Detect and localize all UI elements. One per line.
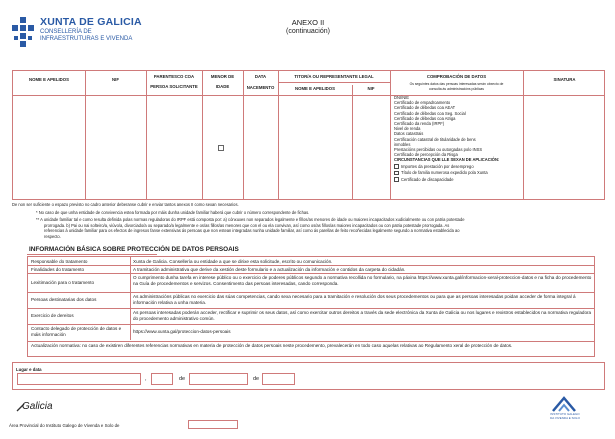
header-birth-1: DATA [254, 74, 267, 79]
header-name: NOME E APELIDOS [29, 77, 69, 82]
data-check-item: DNI/NIE [394, 95, 410, 100]
data-protection-title: INFORMACIÓN BÁSICA SOBRE PROTECCIÓN DE DATOS PERSOAIS [29, 246, 239, 253]
header-birth-2: NACEMENTO [246, 85, 275, 90]
date-de-2: de [253, 376, 260, 382]
info-regulatory-update: Actualización normativa: no caso de existiren diferentes referencias normativas en materia de protección de datos persoais neste procedemento, prevalecerán en todo caso aquelas relativas ao Regulamento xeral de protección de datos. [31, 343, 513, 348]
data-check-item: Certificado de débedas coa Atriga [394, 115, 456, 121]
family-unit-note-line-4: respecto. [44, 233, 61, 239]
info-value-rights: As persoas interesadas poderán acceder, rectificar e suprimir os seus datos, así como exercitar outros dereitos a través da sede electrónica da Xunta de Galicia ou nos lugares e rexistros establecidos na normativa reguladora do procedemento administrativo común. [133, 310, 592, 321]
cohabitation-note: * No caso de que unha entidade de convivencia estea formada por máis dunha unidade familiar haberá que cubrir o número correspondente de fichas. [36, 210, 310, 215]
data-check-item: Certificado de percepción da Risga [394, 152, 458, 158]
data-check-note-2: consulta ás administracións públicas [428, 87, 485, 91]
annex-title: ANEXO II [291, 18, 325, 27]
day-input[interactable] [151, 373, 173, 385]
header-guardian-nif: NIF [367, 86, 375, 91]
header-guardian-name: NOME E APELIDOS [295, 86, 335, 91]
info-row-divider [28, 341, 594, 342]
header-nif: NIF [112, 77, 119, 82]
date-de-1: de [179, 376, 186, 382]
family-unit-note-line-2: prorrogada. b) Pai ou nai solteiro/a, viúvo/a, divorciado/a ou separado/a legalmente e os/as fillos/as menores que con el ou ela convivan, así como os/as fillos/as maiores incapacitados ou con patria potestade prorrogada. As [44, 222, 450, 228]
provincial-office-label: Área Provincial do Instituto Galego de Vivenda e Solo de [9, 423, 120, 428]
circumstances-heading: CIRCUNSTANCIAS QUE LLE SEXAN DE APLICACIÓN: [394, 157, 500, 163]
data-check-item: Certificado de débedas coa Seg. Social [394, 110, 466, 116]
unemployment-option[interactable] [394, 164, 520, 169]
family-unit-note-line-1: ** A unidade familiar tal e como resulta definida polas normas reguladoras do IRPF está composta por: a) cónxuxes non separados legalmente e fillos/as menores de idade ou maiores incapacitados xudicialmente ou con patria potestade [36, 217, 465, 222]
igvs-logo-icon [549, 395, 579, 413]
column-divider [85, 71, 86, 199]
header-minor-2: IDADE [215, 84, 230, 89]
info-value-contact-link[interactable]: https://www.xunta.gal/proteccion-datos-persoais [133, 329, 231, 334]
annex-subtitle: (continuación) [286, 28, 330, 35]
month-input[interactable] [189, 373, 248, 385]
disability-option[interactable] [394, 177, 520, 182]
data-check-item: Nivel de renda [394, 126, 421, 132]
logo-title: XUNTA DE GALICIA [40, 16, 142, 28]
data-protection-table [27, 256, 595, 357]
info-label-controller: Responsable do tratamento [31, 259, 88, 264]
year-input[interactable] [262, 373, 295, 385]
header-signature: SINATURA [553, 77, 576, 82]
info-label-legitimation: Lexitimación para o tratamento [31, 280, 95, 285]
minor-checkbox[interactable] [218, 145, 224, 151]
header-kinship-2: PERSOA SOLICITANTE [150, 84, 198, 89]
data-check-item: Certificado da renda (IRPF) [394, 120, 445, 126]
disability-checkbox[interactable] [394, 177, 399, 182]
large-family-option[interactable] [394, 170, 520, 175]
igvs-name-line-2: DA VIVENDA E SOLO [550, 416, 580, 420]
date-comma: , [145, 376, 147, 382]
logo-department-line-1: CONSELLERÍA DE [40, 29, 92, 35]
title-underline [27, 254, 157, 255]
data-check-item: inmobles [394, 141, 411, 147]
info-value-controller: Xunta de Galicia. Consellería ou entidade a que se dirixe esta solicitude, escrito ou comunicación. [133, 259, 333, 264]
info-row-divider [28, 308, 594, 309]
place-date-label: Lugar e data [16, 367, 42, 372]
space-note: De non ser suficiente o espazo previsto no cadro anterior deberanse cubrir e enviar tantos anexos II como sexan necesarios. [12, 202, 239, 207]
info-value-legitimation: O cumprimento dunha tarefa en interese público ou o exercicio de poderes públicos segundo a normativa recollida no formulario, na páxina https://www.xunta.gal/informacion-xeral-proteccion-datos e na ficha do procedemento na Guía de procedementos e servizos. Consentimento das persoas interesadas, cando corresponda. [133, 275, 592, 286]
column-divider [352, 85, 353, 199]
family-unit-note-line-3: referencias á unidade familiar para os efectos de ingresos fanse extensivas ás persoas que non estean integradas nunha unidade familiar, así como ás parellas de feito recoñecidas legalmente segundo a normativa establecida ao [44, 228, 460, 233]
unemployment-label: Importes da prestación por desemprego [401, 163, 474, 169]
column-divider [202, 71, 203, 199]
info-value-purpose: A tramitación administrativa que derive da xestión deste formulario e a actualización da información e contidos da carpeta do cidadán. [133, 267, 406, 272]
info-row-divider [28, 324, 594, 325]
igvs-name-line-1: INSTITUTO GALEGO [550, 412, 580, 416]
unemployment-checkbox[interactable] [394, 164, 399, 169]
header-data-check: COMPROBACIÓN DE DATOS [426, 74, 487, 79]
data-check-item: Certificación catastral de titularidade de bens [394, 136, 476, 142]
data-check-item: Certificado de empadroamento [394, 100, 451, 106]
info-value-recipients: As administracións públicas no exercicio das súas competencias, cando sexa necesario para a tramitación e resolución dos seus procedementos ou para que as persoas interesadas poidan acceder de forma integral á información relativa a unha materia. [133, 294, 576, 305]
info-label-contact: Contacto delegado de protección de datos e máis información [31, 326, 122, 337]
disability-label: Certificado de discapacidade [401, 176, 454, 182]
info-label-purpose: Finalidades do tratamento [31, 267, 85, 272]
column-divider [146, 71, 147, 199]
data-check-list [394, 95, 520, 182]
large-family-label: Título de familia numerosa expedido pola Xunta [401, 170, 488, 176]
province-input[interactable] [188, 420, 238, 429]
info-row-divider [28, 265, 594, 266]
large-family-checkbox[interactable] [394, 171, 399, 176]
column-divider [523, 71, 524, 199]
galicia-logo: Galicia [22, 401, 53, 412]
header-minor-1: MENOR DE [210, 74, 235, 79]
header-guardian: TITOR/A OU REPRESENTANTE LEGAL [294, 74, 374, 79]
info-row-divider [28, 273, 594, 274]
header-kinship-1: PARENTESCO COA [153, 74, 195, 79]
info-label-rights: Exercicio de dereitos [31, 313, 74, 318]
household-members-table [12, 70, 605, 200]
info-label-recipients: Persoas destinatarias dos datos [31, 297, 97, 302]
info-row-divider [28, 292, 594, 293]
data-check-note-1: Os seguintes datos das persoas interesadas serán obxecto de [409, 82, 504, 86]
data-check-item: Prestacións percibidas ou outorgadas polo INSS [394, 146, 483, 152]
guardian-subheader-divider [278, 82, 390, 83]
place-input[interactable] [17, 373, 141, 385]
logo-department-line-2: INFRAESTRUTURAS E VIVENDA [40, 36, 133, 42]
data-check-item: Datos catastrais [394, 131, 424, 137]
data-check-item: Certificado de débedas coa AEAT [394, 105, 456, 111]
xunta-cross-logo-icon [10, 16, 36, 50]
